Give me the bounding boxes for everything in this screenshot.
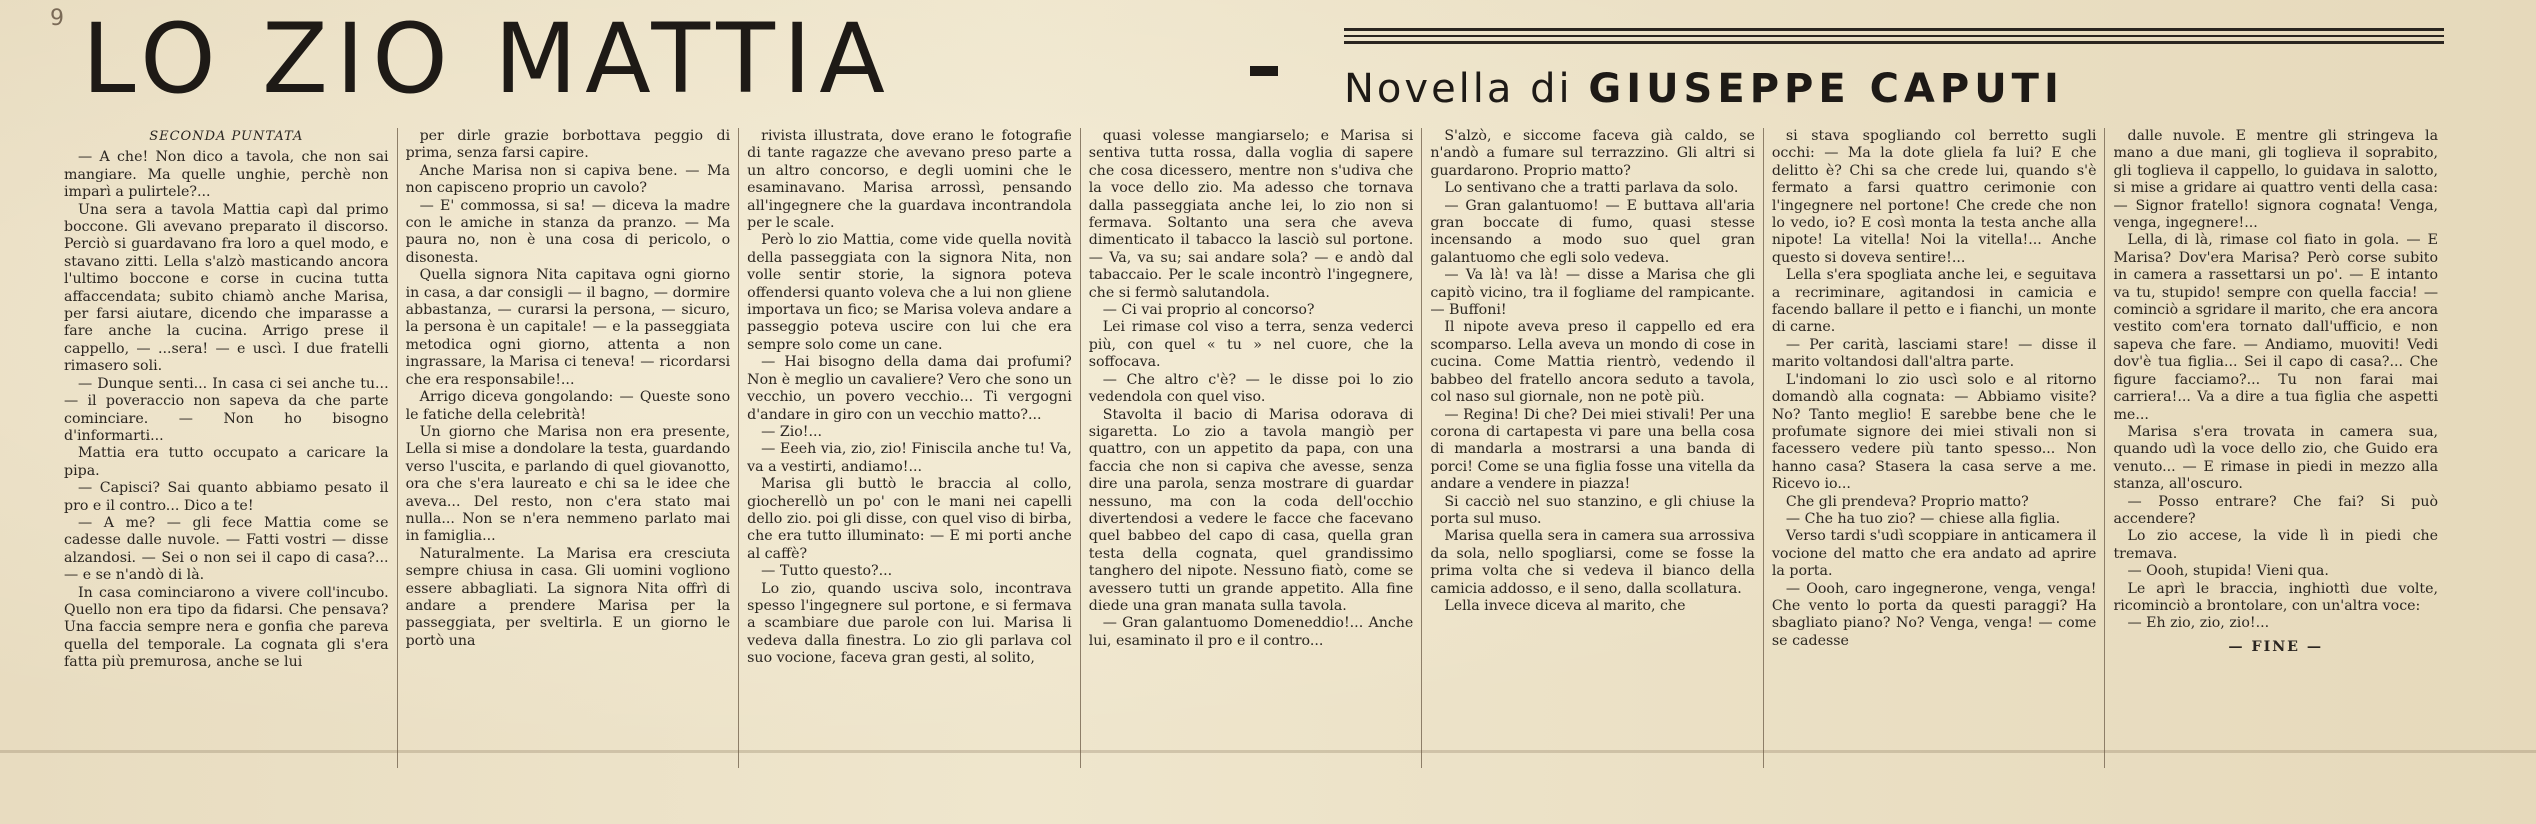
paragraph: — Gran galantuomo! — E buttava all'aria gran boccate di fumo, quasi stesse incensando a modo suo quel gran galantuomo che egli solo vedeva. [1430,197,1755,266]
text-column [1764,128,2106,768]
paragraph: Lei rimase col viso a terra, senza vederci più, con quel « tu » nel cuore, che la soffocava. [1088,319,1414,371]
text-column [1422,128,1764,768]
page-stamp: 9 [50,6,64,31]
paragraph: — E' commossa, si sa! — diceva la madre con le amiche in stanza da pranzo. — Ma paura no, non è una cosa di pericolo, o disonesta. [405,197,731,266]
paragraph: — A me? — gli fece Mattia come se cadesse dalle nuvole. — Fatti vostri — disse alzandosi. — Sei o non sei il capo di casa?... — e se n'andò di là. [64,514,389,584]
text-column [739,128,1081,768]
paragraph: Arrigo diceva gongolando: — Queste sono le fatiche della celebrità! [405,389,731,423]
paragraph: Si cacciò nel suo stanzino, e gli chiuse la porta sul muso. [1430,493,1755,527]
paragraph: — Ci vai proprio al concorso? [1102,302,1315,319]
paragraph: — Regina! Di che? Dei miei stivali! Per una corona di cartapesta vi pare una bella cosa di mandarla a mostrarsi a una banda di porci! Come se una figlia fosse una vitella da andare a vendere in piazza! [1430,406,1755,493]
paragraph: Quella signora Nita capitava ogni giorno in casa, a dar consigli — il bagno, — dormire abbastanza, — curarsi la persona, — sicuro, la persona è un capitale! — e la passeggiata metodica ogni giorno, attenta a non ingrassare, la Marisa ci teneva! — ricordarsi che era responsabile!... [405,267,731,388]
paragraph: — Va là! va là! — disse a Marisa che gli capitò vicino, tra il fogliame del rampicante. — Buffoni! [1430,267,1755,319]
text-column [56,128,398,768]
paragraph: S'alzò, e siccome faceva già caldo, se n'andò a fumare sul terrazzino. Gli altri si guardarono. Proprio matto? [1430,128,1755,179]
paragraph: — Tutto questo?... [761,563,893,580]
byline-prefix: Novella di [1344,66,1573,112]
paragraph: Lella invece diceva al marito, che [1444,597,1686,614]
paragraph: Verso tardi s'udì scoppiare in anticamera il vocione del matto che era andato ad aprire la porta. [1771,528,2097,580]
paragraph: — Oooh, stupida! Vieni qua. [2127,563,2329,580]
paragraph: — Dunque senti... In casa ci sei anche tu... — il poveraccio non sapeva da che parte cominciare. — Non ho bisogno d'informarti... [64,375,389,444]
paragraph: — Per carità, lasciami stare! — disse il marito voltandosi dall'altra parte. [1771,336,2097,371]
paragraph: — Oooh, caro ingegnerone, venga, venga! Che vento lo porta da questi paraggi? Ha sbagliato piano? No? Venga, venga! — come se cadesse [1771,580,2097,649]
paragraph: Il nipote aveva preso il cappello ed era scomparso. Lella aveva un mondo di cose in cucina. Come Mattia rientrò, vedendo il babbeo del fratello ancora seduto a tavola, col naso sul giornale, non ne potè più. [1430,319,1755,406]
paragraph: rivista illustrata, dove erano le fotografie di tante ragazze che avevano preso parte a un altro concorso, e degli uomini che le esaminavano. Marisa arrossì, pensando all'ingegnere che la guardava incontrandola per le scale. [747,128,1072,232]
paragraph: Che gli prendeva? Proprio matto? [1785,493,2029,510]
paragraph: dalle nuvole. E mentre gli stringeva la mano a due mani, gli toglieva il soprabito, gli toglieva il cappello, lo guidava in salotto, si mise a gridare ai quattro venti della casa: — Signor fratello! signora cognata! Venga, venga, ingegnere!... [2113,128,2439,232]
paragraph: L'indomani lo zio uscì solo e al ritorno domandò alla cognata: — Abbiamo visite? No? Tanto meglio! E sarebbe bene che le profumate signore dei miei stivali non si facessero vedere più tanto spesso... Non hanno casa? Stasera la casa serve a me. Ricevo io... [1771,371,2097,493]
paragraph: quasi volesse mangiarselo; e Marisa si sentiva tutta rossa, dalla voglia di sapere che cosa dicessero, mentre non s'udiva che la voce dello zio. Ma adesso che tornava dalla passeggiata anche lei, lo zio non si fermava. Soltanto una sera che aveva dimenticato il tabacco la lasciò sul portone. — Va, va su; sai andare sola? — e andò dal tabaccaio. Per le scale incontrò l'ingegnere, che si fermò salutandola. [1088,128,1414,301]
paragraph: — Capisci? Sai quanto abbiamo pesato il pro e il contro... Dico a te! [64,480,389,514]
paragraph: — Zio!... [761,423,823,440]
paragraph: — A che! Non dico a tavola, che non sai mangiare. Ma quelle unghie, perchè non imparì a pulirtele?... [64,149,389,201]
paragraph: — Gran galantuomo Domeneddio!... Anche lui, esaminato il pro e il contro... [1088,615,1414,649]
paragraph: Naturalmente. La Marisa era cresciuta sempre chiusa in casa. Gli uomini vogliono essere abbagliati. La signora Nita offrì di andare a prendere Marisa per la passeggiata, per sveltirla. E un giorno le portò una [405,545,731,649]
paragraph: Marisa s'era trovata in camera sua, quando udì la voce dello zio, che Guido era venuto... — E rimase in piedi in mezzo alla stanza, all'oscuro. [2113,423,2439,493]
story-title: LO ZIO MATTIA [82,3,893,115]
paragraph: Stavolta il bacio di Marisa odorava di sigaretta. Lo zio a tavola mangiò per quattro, con un appetito da papa, con una faccia che non si capiva che avesse, senza dire una parola, senza mostrare di guardar nessuno, ma con la coda dell'occhio divertendosi a vedere le facce che facevano quel babbeo del capo di casa, quella gran testa della cognata, quel grandissimo tanghero del nipote. Nessuno fiatò, come se avessero tutti un grande appetito. Alla fine diede una gran manata sulla tavola. [1088,406,1414,614]
paragraph: Lo zio accese, la vide lì in piedi che tremava. [2113,528,2439,562]
paragraph: Lella s'era spogliata anche lei, e seguitava a recriminare, agitandosi in camicia e facendo ballare il petto e i fianchi, un monte di carne. [1771,267,2097,336]
installment-label: SECONDA PUNTATA [149,129,304,144]
end-mark: — FINE — [2228,638,2324,655]
paragraph: In casa cominciarono a vivere coll'incubo. Quello non era tipo da fidarsi. Che pensava? Una faccia sempre nera e gonfia che pareva quella del temporale. La cognata gli s'era fatta più premurosa, anche se lui [64,584,389,671]
title-dash [1250,66,1278,76]
paragraph: Lo sentivano che a tratti parlava da solo. [1444,180,1739,197]
paragraph: Marisa gli buttò le braccia al collo, giocherellò un po' con le mani nei capelli dello zio. poi gli disse, con quel viso di birba, che era tutto illuminato: — E mi porti anche al caffè? [747,476,1072,562]
article-columns [56,128,2446,768]
text-column [2105,128,2446,768]
paragraph: Lella, di là, rimase col fiato in gola. — E Marisa? Dov'era Marisa? Però corse subito in camera a rassettarsi un po'. — E intanto va tu, stupido! sempre con quella faccia! — cominciò a sgridare il marito, che era ancora vestito com'era tornato dall'ufficio, e non sapeva che fare. — Andiamo, muoviti! Vedi dov'è tua figlia... Sei il capo di casa?... Che figure facciamo?... Tu non farai mai carriera!... Va a dire a tua figlia che aspetti me... [2113,232,2439,423]
paragraph: per dirle grazie borbottava peggio di prima, senza farsi capire. [405,128,731,162]
byline [1344,66,2444,112]
paragraph: — Eeeh via, zio, zio! Finiscila anche tu! Va, va a vestirti, andiamo!... [747,441,1072,475]
author-name: GIUSEPPE CAPUTI [1588,66,2064,112]
paragraph: — Posso entrare? Che fai? Si può accendere? [2113,493,2439,527]
paragraph: si stava spogliando col berretto sugli occhi: — Ma la dote gliela fa lui? E che delitto è? Chi sa che crede lui, quando s'è fermato a farsi quattro cerimonie con l'ingegnere nel portone! Che crede che non lo vedo, io? E così monta la testa anche alla nipote! La vitella! Noi la vitella!... Anche questo si doveva sentire!... [1771,128,2097,266]
paragraph: — Che ha tuo zio? — chiese alla figlia. [1785,510,2061,527]
paragraph: Una sera a tavola Mattia capì dal primo boccone. Gli avevano preparato il discorso. Perciò si guardavano fra loro a quel modo, e stavano zitti. Lella s'alzò masticando ancora l'ultimo boccone e corse in cucina tutta affaccendata; subito chiamò anche Marisa, per farsi aiutare, dicendo che imparasse a fare anche la cucina. Arrigo prese il cappello, — ...sera! — e uscì. I due fratelli rimasero soli. [64,201,389,375]
paragraph: Lo zio, quando usciva solo, incontrava spesso l'ingegnere sul portone, e si fermava a scambiare due parole con lui. Marisa li vedeva dalla finestra. Lo zio gli parlava col suo vocione, faceva gran gesti, al solito, [747,580,1072,667]
paragraph: Le aprì le braccia, inghiottì due volte, ricominciò a brontolare, con un'altra voce: [2113,580,2439,614]
paragraph: — Eh zio, zio, zio!... [2127,615,2270,632]
paragraph: — Che altro c'è? — le disse poi lo zio vedendola con quel viso. [1088,371,1414,406]
paragraph: Mattia era tutto occupato a caricare la pipa. [64,445,389,479]
paragraph: Però lo zio Mattia, come vide quella novità della passeggiata con la signora Nita, non volle sentir storie, la signora poteva offendersi quanto voleva che a lui non gliene importava un fico; se Marisa voleva andare a passeggio poteva uscire con lui che era sempre solo come un cane. [747,232,1072,353]
text-column [398,128,740,768]
paper-fold [0,750,2536,753]
paragraph: — Hai bisogno della dama dai profumi? Non è meglio un cavaliere? Vero che sono un vecchio, un povero vecchio... Ti vergogni d'andare in giro con un vecchio matto?... [747,354,1072,423]
paragraph: Marisa quella sera in camera sua arrossiva da sola, nello spogliarsi, come se fosse la prima volta che si vedeva il bianco della camicia addosso, e il seno, dalla scollatura. [1430,528,1755,597]
paragraph: Un giorno che Marisa non era presente, Lella si mise a dondolare la testa, guardando verso l'uscita, e parlando di quel giovanotto, ora che s'era laureato e chi sa le idee che aveva... Del resto, non c'era stato mai nulla... Non se n'era nemmeno parlato mai in famiglia... [405,423,731,545]
paragraph: Anche Marisa non si capiva bene. — Ma non capisceno proprio un cavolo? [405,162,731,197]
text-column [1081,128,1423,768]
header-rules [1344,28,2444,52]
